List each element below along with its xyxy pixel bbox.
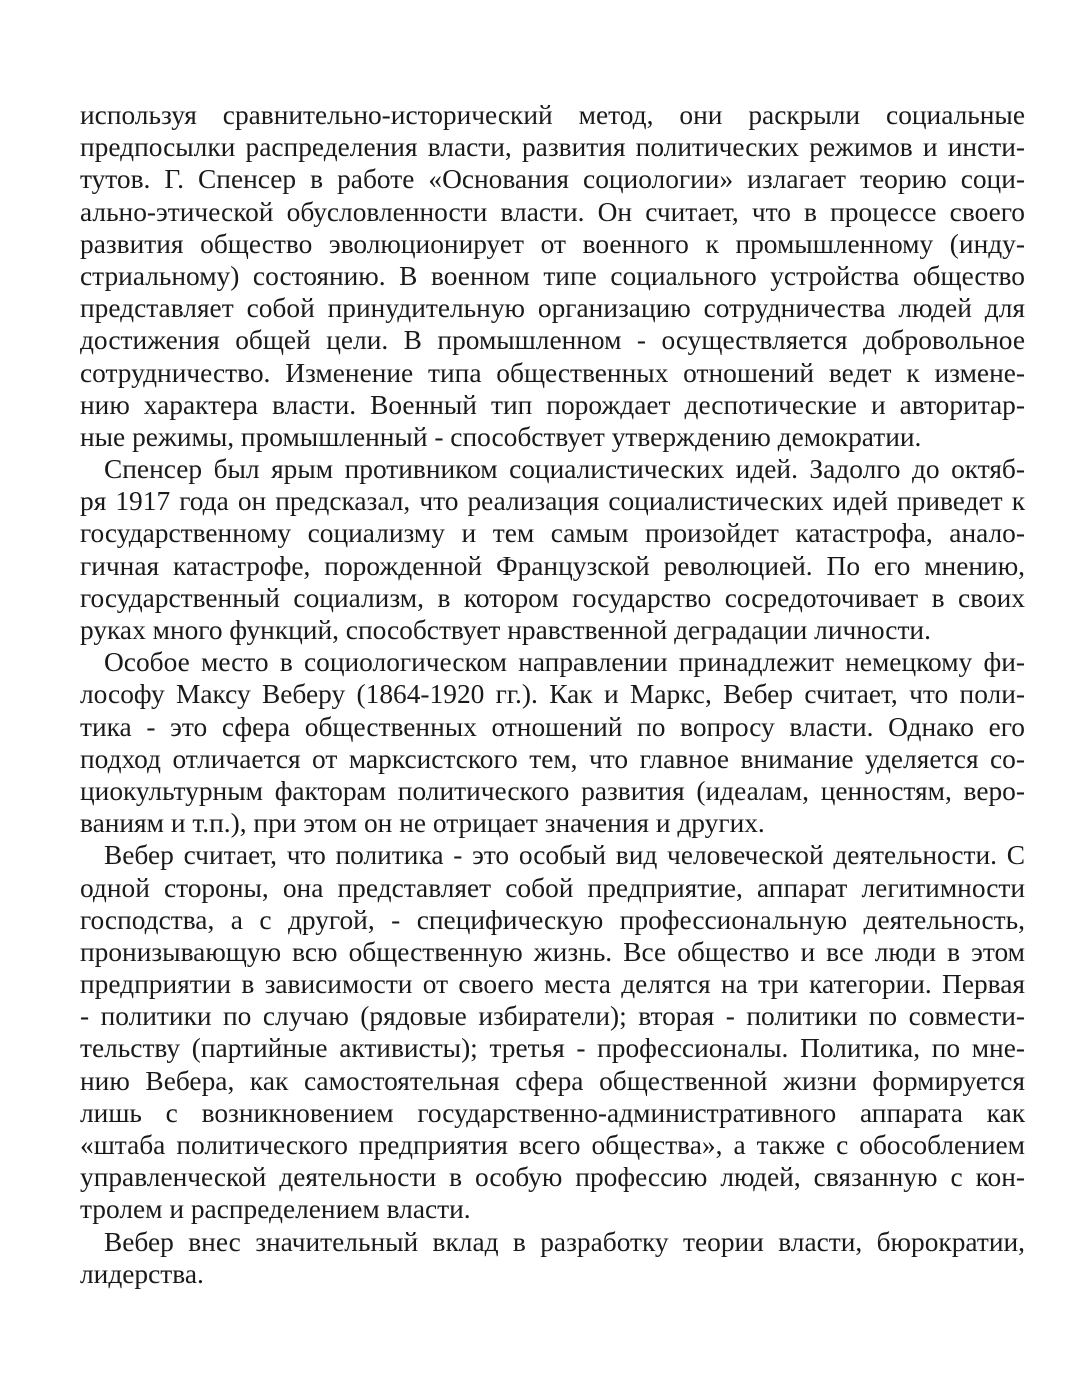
text-line: лософу Максу Веберу (1864-1920 гг.). Как и Маркс, Вебер считает, что поли- [80,679,1025,710]
text-line: ально-этической обусловленности власти. Он считает, что в процессе своего [80,196,1025,227]
text-line: лишь с возникновением государственно-административного аппарата как [80,1097,1025,1128]
text-line: тельству (партийные активисты); третья - профессионалы. Политика, по мне- [80,1033,1025,1064]
text-line: стриальному) состоянию. В военном типе социального устройства общество [80,260,1025,291]
paragraph [80,99,1025,453]
text-line: Особое место в социологическом направлении принадлежит немецкому фи- [104,647,1025,678]
text-line: нию Вебера, как самостоятельная сфера общественной жизни формируется [80,1065,1025,1096]
text-line: одной стороны, она представляет собой предприятие, аппарат легитимности [80,872,1025,903]
text-line: тутов. Г. Спенсер в работе «Основания социологии» излагает теорию соци- [80,164,1025,195]
text-line: развития общество эволюционирует от военного к промышленному (инду- [80,228,1025,259]
text-line: господства, а с другой, - специфическую профессиональную деятельность, [80,904,1025,935]
text-line: подход отличается от марксистского тем, что главное внимание уделяется со- [80,743,1025,774]
text-line: используя сравнительно-исторический метод, они раскрыли социальные [80,100,1025,130]
text-line: достижения общей цели. В промышленном - осуществляется добровольное [80,325,1025,356]
text-line: ря 1917 года он предсказал, что реализация социалистических идей приведет к [80,486,1025,517]
text-line: руках много функций, способствует нравственной деградации личности. [80,615,931,645]
text-line: представляет собой принудительную организацию сотрудничества людей для [80,293,1025,324]
document-page [80,99,1025,1290]
text-line: тика - это сфера общественных отношений по вопросу власти. Однако его [80,711,1025,742]
text-line: тролем и распределением власти. [80,1194,471,1225]
paragraph [80,453,1025,646]
text-line: нию характера власти. Военный тип порождает деспотические и авторитар- [80,389,1025,420]
text-line: государственный социализм, в котором государство сосредоточивает в своих [80,582,1025,613]
text-line: Вебер внес значительный вклад в разработку теории власти, бюрократии, [104,1226,1025,1257]
text-line: ваниям и т.п.), при этом он не отрицает значения и других. [80,808,765,839]
text-line: гичная катастрофе, порожденной Французской революцией. По его мнению, [80,550,1025,581]
paragraph [80,646,1025,839]
text-line: сотрудничество. Изменение типа общественных отношений ведет к измене- [80,357,1025,388]
text-line: - политики по случаю (рядовые избиратели); вторая - политики по совмести- [80,1001,1025,1032]
text-line: Вебер считает, что политика - это особый вид человеческой деятельности. С [104,840,1025,871]
text-line: управленческой деятельности в особую профессию людей, связанную с кон- [80,1162,1025,1193]
text-line: государственному социализму и тем самым произойдет катастрофа, анало- [80,518,1025,549]
text-line: лидерства. [80,1258,204,1289]
text-line: ные режимы, промышленный - способствует утверждению демократии. [80,421,922,452]
text-line: циокультурным факторам политического развития (идеалам, ценностям, веро- [80,775,1025,806]
paragraph [80,1226,1025,1290]
text-line: пронизывающую всю общественную жизнь. Все общество и все люди в этом [80,936,1025,967]
paragraph [80,839,1025,1225]
text-line: Спенсер был ярым противником социалистических идей. Задолго до октяб- [104,454,1025,485]
text-line: предприятии в зависимости от своего места делятся на три категории. Первая [80,969,1025,1000]
text-line: предпосылки распределения власти, развития политических режимов и инсти- [80,132,1025,163]
text-line: «штаба политического предприятия всего общества», а также с обособлением [80,1130,1025,1160]
